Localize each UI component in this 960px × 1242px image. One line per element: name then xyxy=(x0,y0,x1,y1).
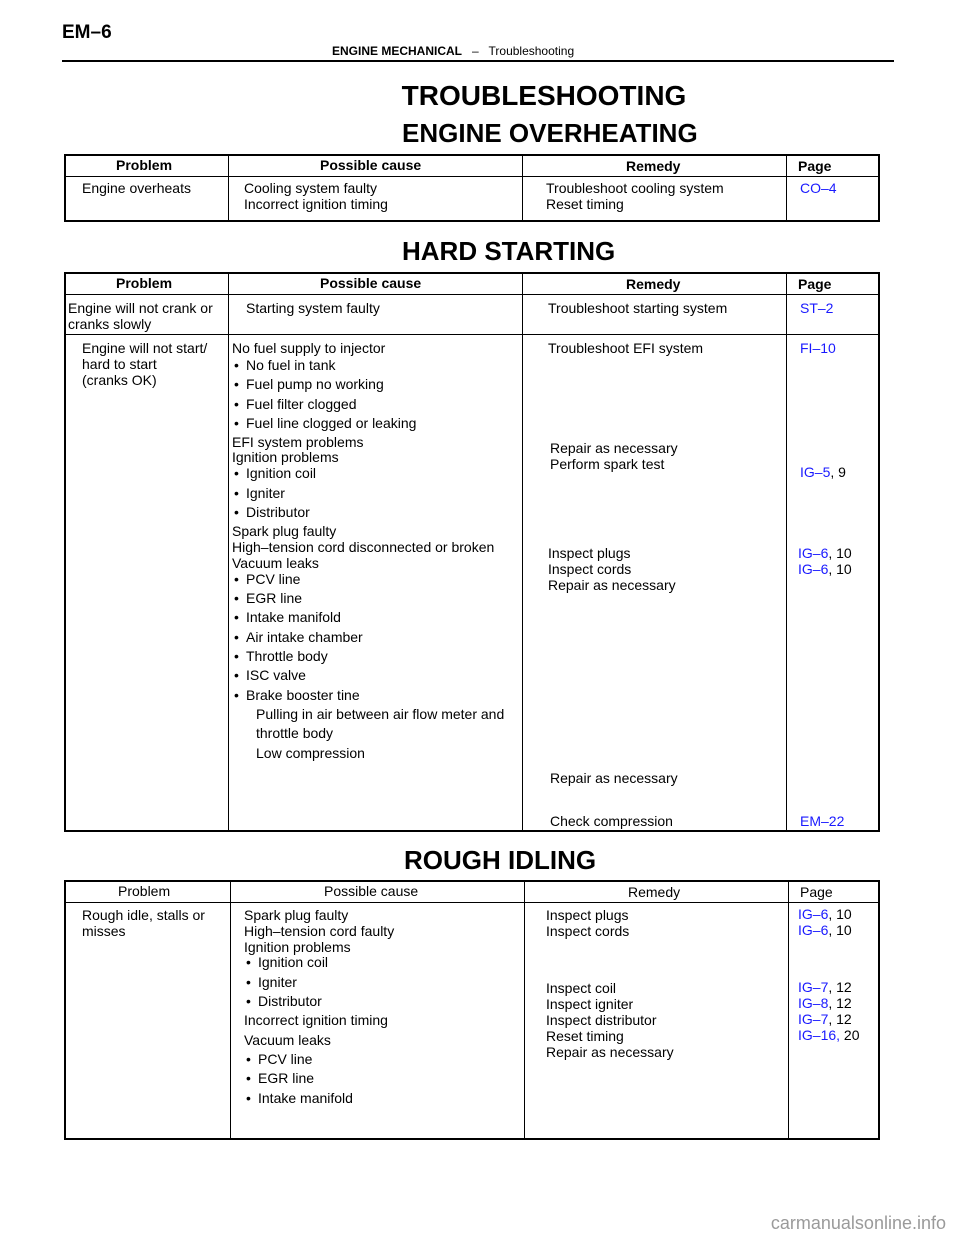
page-link[interactable]: IG–7 xyxy=(798,1011,829,1027)
cause-item: • Fuel filter clogged xyxy=(232,396,357,412)
page-ref xyxy=(800,464,846,480)
remedy-line: Check compression xyxy=(550,813,673,829)
cause-item: • Ignition coil xyxy=(244,954,328,970)
rough-idling-table xyxy=(64,880,880,1140)
overheating-table xyxy=(64,154,880,222)
page-ref xyxy=(798,995,852,1011)
cause-item: • Igniter xyxy=(244,974,297,990)
cause-item: Ignition problems xyxy=(232,449,339,465)
cause-item: • Distributor xyxy=(244,993,322,1009)
cause-item: Incorrect ignition timing xyxy=(244,1012,388,1028)
cause-item: • No fuel in tank xyxy=(232,357,336,373)
col-header-cause: Possible cause xyxy=(320,157,422,173)
remedy-line: Inspect coil xyxy=(546,980,617,996)
page-suffix: , 10 xyxy=(828,906,852,922)
col-header-problem: Problem xyxy=(116,275,173,291)
header-divider xyxy=(66,902,878,903)
page-suffix: , 12 xyxy=(828,995,852,1011)
page-link[interactable]: CO–4 xyxy=(800,180,837,196)
col-divider xyxy=(522,156,523,220)
hard-starting-table xyxy=(64,272,880,832)
page-link[interactable]: IG–6 xyxy=(798,545,829,561)
cause-item: • Fuel pump no working xyxy=(232,376,384,392)
col-header-remedy: Remedy xyxy=(628,884,681,900)
page-ref xyxy=(798,545,852,561)
remedy-line: Troubleshoot EFI system xyxy=(548,340,704,356)
remedy-line: Repair as necessary xyxy=(550,770,678,786)
section-title-hard-starting: HARD STARTING xyxy=(402,236,616,266)
page-ref xyxy=(800,340,836,356)
remedy-line: Troubleshoot cooling system xyxy=(546,180,724,196)
cause-item: • PCV line xyxy=(232,571,300,587)
col-header-problem: Problem xyxy=(118,883,171,899)
problem-line: Rough idle, stalls or xyxy=(82,907,205,923)
cause-item: High–tension cord disconnected or broken xyxy=(232,539,495,555)
page-ref xyxy=(798,979,852,995)
page-link[interactable]: ST–2 xyxy=(800,300,834,316)
col-divider xyxy=(522,274,523,830)
col-divider xyxy=(230,882,231,1138)
section-title-overheating: ENGINE OVERHEATING xyxy=(402,118,698,148)
page-link[interactable]: IG–16, xyxy=(798,1027,841,1043)
cause-item: • Throttle body xyxy=(232,648,328,664)
page-link[interactable]: EM–22 xyxy=(800,813,845,829)
col-divider xyxy=(788,882,789,1138)
cause-cell: Starting system faulty xyxy=(246,300,380,316)
page-ref xyxy=(798,1027,860,1043)
cause-item: No fuel supply to injector xyxy=(232,340,386,356)
problem-line: misses xyxy=(82,923,126,939)
row-divider xyxy=(66,334,878,335)
page-suffix: , 9 xyxy=(830,464,846,480)
problem-line: Engine will not crank or xyxy=(68,300,213,316)
cause-item: • EGR line xyxy=(232,590,302,606)
page-link[interactable]: FI–10 xyxy=(800,340,836,356)
page-link[interactable]: IG–7 xyxy=(798,979,829,995)
problem-line: hard to start xyxy=(82,356,157,372)
page-link[interactable]: IG–6 xyxy=(798,922,829,938)
page-suffix: 20 xyxy=(840,1027,860,1043)
problem-line: (cranks OK) xyxy=(82,372,157,388)
cause-line: Incorrect ignition timing xyxy=(244,196,388,212)
col-header-page: Page xyxy=(800,884,833,900)
page-ref xyxy=(798,1011,852,1027)
cause-item: Vacuum leaks xyxy=(232,555,319,571)
page-ref xyxy=(798,906,852,922)
cause-item: • Intake manifold xyxy=(232,609,341,625)
col-header-remedy: Remedy xyxy=(626,158,681,174)
cause-item: • Ignition coil xyxy=(232,465,316,481)
col-divider xyxy=(228,274,229,830)
page-ref xyxy=(798,561,852,577)
remedy-line: Repair as necessary xyxy=(550,440,678,456)
cause-item: • Distributor xyxy=(232,504,310,520)
col-divider xyxy=(524,882,525,1138)
remedy-cell: Troubleshoot starting system xyxy=(548,300,728,316)
remedy-line: Inspect cords xyxy=(546,923,630,939)
col-header-problem: Problem xyxy=(116,157,173,173)
page-suffix: , 10 xyxy=(828,561,852,577)
col-header-remedy: Remedy xyxy=(626,276,681,292)
col-header-page: Page xyxy=(798,158,832,174)
cause-item: Low compression xyxy=(256,745,365,761)
cause-item: Pulling in air between air flow meter and xyxy=(256,706,505,722)
header-rule xyxy=(62,60,894,62)
remedy-line: Inspect cords xyxy=(548,561,632,577)
page-suffix: , 10 xyxy=(828,545,852,561)
remedy-line: Perform spark test xyxy=(550,456,665,472)
cause-item: • Fuel line clogged or leaking xyxy=(232,415,416,431)
page-ref xyxy=(798,922,852,938)
remedy-line: Inspect plugs xyxy=(546,907,629,923)
page-link[interactable]: IG–8 xyxy=(798,995,829,1011)
remedy-line: Inspect plugs xyxy=(548,545,631,561)
header-separator: – xyxy=(472,44,479,58)
remedy-line: Reset timing xyxy=(546,196,624,212)
col-divider xyxy=(786,274,787,830)
section-title-rough-idling: ROUGH IDLING xyxy=(404,845,597,875)
problem-line: cranks slowly xyxy=(68,316,152,332)
cause-item: Vacuum leaks xyxy=(244,1032,331,1048)
page-link[interactable]: IG–6 xyxy=(798,906,829,922)
problem-cell: Engine overheats xyxy=(82,180,191,196)
cause-item: Spark plug faulty xyxy=(232,523,337,539)
watermark: carmanualsonline.info xyxy=(770,1213,946,1233)
cause-item: Ignition problems xyxy=(244,939,351,955)
topic-name: Troubleshooting xyxy=(488,44,575,58)
cause-item: • Intake manifold xyxy=(244,1090,353,1106)
problem-line: Engine will not start/ xyxy=(82,340,208,356)
page-link[interactable]: IG–6 xyxy=(798,561,829,577)
page-suffix: , 12 xyxy=(828,1011,852,1027)
cause-item: • Air intake chamber xyxy=(232,629,363,645)
page-suffix: , 12 xyxy=(828,979,852,995)
col-header-cause: Possible cause xyxy=(320,275,422,291)
col-header-cause: Possible cause xyxy=(324,883,419,899)
cause-item: throttle body xyxy=(256,725,334,741)
running-header xyxy=(332,44,574,58)
cause-item: EFI system problems xyxy=(232,434,364,450)
cause-item: Spark plug faulty xyxy=(244,907,349,923)
cause-item: • Igniter xyxy=(232,485,285,501)
section-name: ENGINE MECHANICAL xyxy=(332,44,463,58)
cause-item: • PCV line xyxy=(244,1051,312,1067)
page-link[interactable]: IG–5 xyxy=(800,464,831,480)
remedy-line: Repair as necessary xyxy=(548,577,676,593)
header-divider xyxy=(66,176,878,177)
col-divider xyxy=(786,156,787,220)
col-divider xyxy=(228,156,229,220)
page-title: TROUBLESHOOTING xyxy=(401,80,687,111)
page-suffix: , 10 xyxy=(828,922,852,938)
header-divider xyxy=(66,294,878,295)
remedy-line: Inspect igniter xyxy=(546,996,634,1012)
page-code: EM–6 xyxy=(62,22,112,43)
remedy-line: Inspect distributor xyxy=(546,1012,657,1028)
cause-item: High–tension cord faulty xyxy=(244,923,395,939)
remedy-line: Repair as necessary xyxy=(546,1044,674,1060)
cause-line: Cooling system faulty xyxy=(244,180,378,196)
cause-item: • Brake booster tine xyxy=(232,687,360,703)
page-ref xyxy=(800,813,844,829)
remedy-line: Reset timing xyxy=(546,1028,624,1044)
col-header-page: Page xyxy=(798,276,832,292)
cause-item: • ISC valve xyxy=(232,667,306,683)
cause-item: • EGR line xyxy=(244,1070,314,1086)
